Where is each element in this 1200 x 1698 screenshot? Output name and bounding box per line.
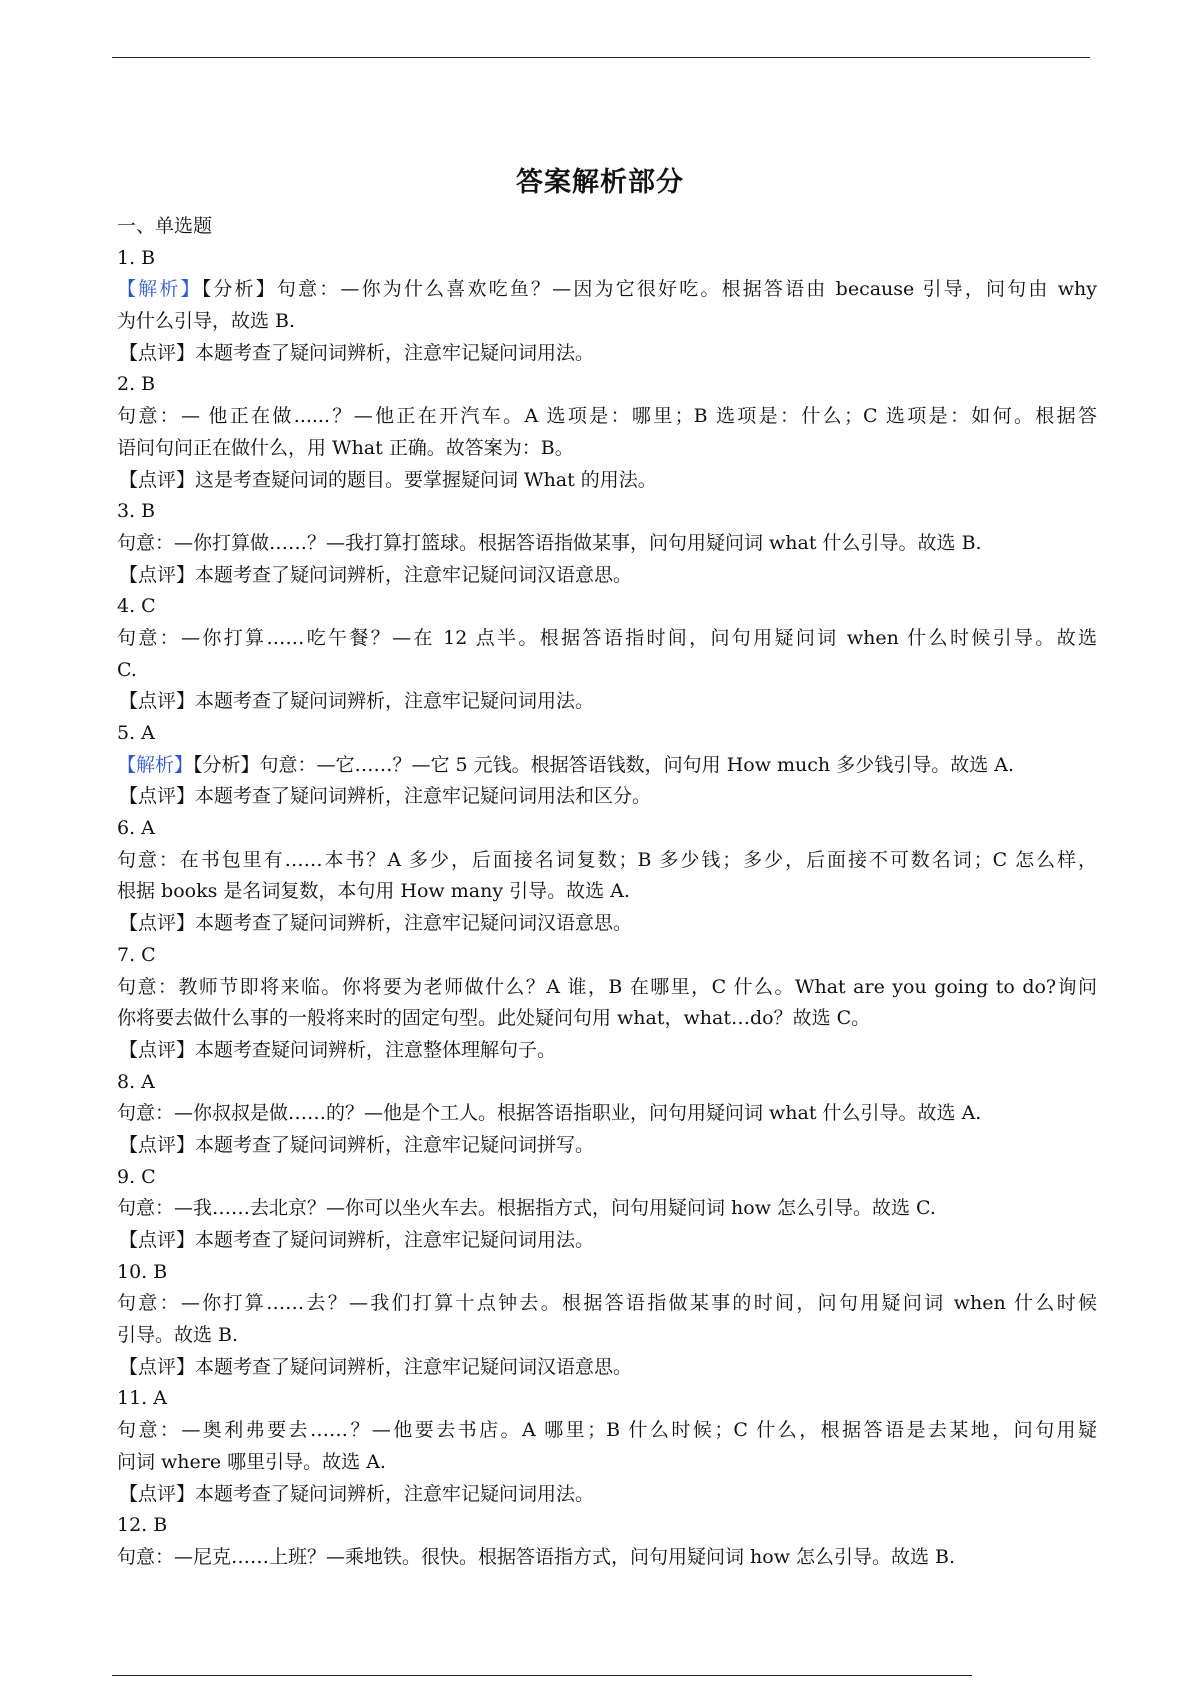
comment-line: 【点评】这是考查疑问词的题目。要掌握疑问词 What 的用法。 <box>119 468 657 491</box>
comment-line: 【点评】本题考查疑问词辨析，注意整体理解句子。 <box>119 1038 557 1061</box>
comment-line: 【点评】本题考查了疑问词辨析，注意牢记疑问词拼写。 <box>119 1133 595 1156</box>
answer-number: 10. B <box>117 1260 168 1283</box>
answer-number: 12. B <box>117 1514 168 1537</box>
answer-number: 9. C <box>117 1165 156 1188</box>
answer-number: 3. B <box>117 500 156 523</box>
explanation-line: 句意：—你打算做……？—我打算打篮球。根据答语指做某事，问句用疑问词 what 什么引导。故选 B. <box>117 531 982 554</box>
analysis-line: 为什么引导，故选 B. <box>117 310 296 333</box>
comment-line: 【点评】本题考查了疑问词辨析，注意牢记疑问词用法和区分。 <box>119 785 652 808</box>
explanation-line: 句意：—尼克……上班？—乘地铁。很快。根据答语指方式，问句用疑问词 how 怎么引导。故选 B. <box>117 1545 956 1568</box>
comment-line: 【点评】本题考查了疑问词辨析，注意牢记疑问词用法。 <box>119 1482 595 1505</box>
comment-line: 【点评】本题考查了疑问词辨析，注意牢记疑问词汉语意思。 <box>119 563 633 586</box>
answer-number: 1. B <box>117 246 156 269</box>
analysis-tag: 【解析】 <box>117 278 202 301</box>
explanation-line: 句意：—我……去北京？—你可以坐火车去。根据指方式，问句用疑问词 how 怎么引导。故选 C. <box>117 1197 936 1220</box>
analysis-line <box>117 750 1097 782</box>
header-rule <box>112 57 1090 58</box>
answer-number: 11. A <box>117 1387 167 1410</box>
analysis-text: 【分析】句意：—你为什么喜欢吃鱼？—因为它很好吃。根据答语由 because 引导，问句由 why <box>201 278 1097 301</box>
analysis-tag: 【解析】 <box>117 753 194 776</box>
comment-line: 【点评】本题考查了疑问词辨析，注意牢记疑问词用法。 <box>119 690 595 713</box>
explanation-line: 句意：— 他正在做......？—他正在开汽车。A 选项是：哪里；B 选项是：什么；C 选项是：如何。根据答 <box>117 405 1097 428</box>
footer-rule <box>112 1675 972 1676</box>
comment-line: 【点评】本题考查了疑问词辨析，注意牢记疑问词汉语意思。 <box>119 912 633 935</box>
explanation-line: 问词 where 哪里引导。故选 A. <box>117 1450 386 1473</box>
section-heading: 一、单选题 <box>117 215 213 237</box>
answer-number: 6. A <box>117 817 155 840</box>
comment-line: 【点评】本题考查了疑问词辨析，注意牢记疑问词用法。 <box>119 1229 595 1251</box>
analysis-text: 【分析】句意：—它……？—它 5 元钱。根据答语钱数，问句用 How much 多少钱引导。故选 A. <box>193 753 1015 776</box>
page-title: 答案解析部分 <box>516 167 684 198</box>
answer-number: 5. A <box>117 722 155 744</box>
explanation-line: 句意：—你打算……吃午餐？—在 12 点半。根据答语指时间，问句用疑问词 when 什么时候引导。故选 <box>117 626 1097 649</box>
answer-number: 4. C <box>117 595 156 618</box>
answer-content <box>117 211 1097 1574</box>
explanation-line: C. <box>117 658 137 681</box>
analysis-line <box>117 274 1097 306</box>
explanation-line: 引导。故选 B. <box>117 1324 239 1347</box>
explanation-line: 句意：教师节即将来临。你将要为老师做什么？A 谁，B 在哪里，C 什么。What are you going to do?询问 <box>117 975 1097 998</box>
explanation-line: 句意：—奥利弗要去……？—他要去书店。A 哪里；B 什么时候；C 什么，根据答语是去某地，问句用疑 <box>117 1419 1097 1442</box>
explanation-line: 根据 books 是名词复数，本句用 How many 引导。故选 A. <box>117 880 630 903</box>
answer-number: 8. A <box>117 1070 155 1093</box>
explanation-line: 语问句问正在做什么，用 What 正确。故答案为：B。 <box>117 436 574 459</box>
answer-number: 7. C <box>117 943 156 966</box>
explanation-line: 句意：在书包里有……本书？A 多少，后面接名词复数；B 多少钱；多少，后面接不可数名词；C 怎么样， <box>117 848 1097 871</box>
answer-number: 2. B <box>117 373 156 396</box>
explanation-line: 你将要去做什么事的一般将来时的固定句型。此处疑问句用 what，what…do？故选 C。 <box>117 1007 871 1030</box>
comment-line: 【点评】本题考查了疑问词辨析，注意牢记疑问词汉语意思。 <box>119 1355 633 1378</box>
explanation-line: 句意：—你打算……去？—我们打算十点钟去。根据答语指做某事的时间，问句用疑问词 when 什么时候 <box>117 1292 1097 1315</box>
explanation-line: 句意：—你叔叔是做……的？—他是个工人。根据答语指职业，问句用疑问词 what 什么引导。故选 A. <box>117 1102 982 1125</box>
comment-line: 【点评】本题考查了疑问词辨析，注意牢记疑问词用法。 <box>119 341 595 364</box>
